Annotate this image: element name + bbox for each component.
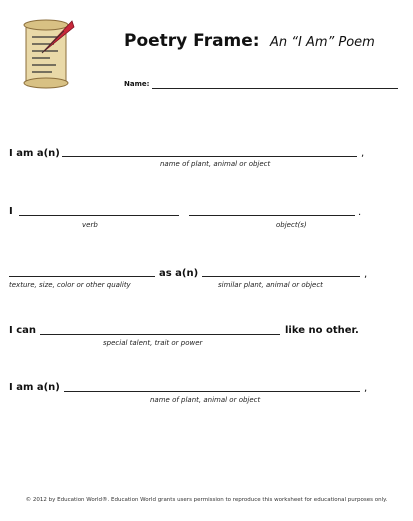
line2-prefix: I: [9, 206, 13, 217]
line2-caption-right: object(s): [276, 221, 307, 229]
line1-blank[interactable]: [62, 156, 357, 157]
name-label: Name:: [124, 80, 150, 88]
line3-blank-left[interactable]: [9, 276, 155, 277]
line2-blank-right[interactable]: [189, 215, 355, 216]
line3-middle: as a(n): [159, 268, 199, 279]
line4-blank[interactable]: [40, 334, 280, 335]
line5-prefix: I am a(n): [9, 382, 60, 393]
line3-caption-right: similar plant, animal or object: [218, 281, 323, 289]
line5-blank[interactable]: [64, 391, 360, 392]
line4-prefix: I can: [9, 325, 36, 336]
line1-caption: name of plant, animal or object: [160, 160, 271, 168]
line5-caption: name of plant, animal or object: [150, 396, 261, 404]
line5-suffix: ,: [364, 383, 368, 394]
line3-blank-right[interactable]: [202, 276, 360, 277]
copyright-footer: © 2012 by Education World®. Education World grants users permission to reproduce this worksheet for educational purposes only.: [25, 497, 388, 503]
scroll-quill-icon: [16, 17, 78, 93]
line2-blank-left[interactable]: [19, 215, 179, 216]
line2-suffix: .: [358, 207, 362, 218]
line4-suffix: like no other.: [285, 325, 359, 336]
line1-prefix: I am a(n): [9, 148, 60, 159]
line1-suffix: ,: [361, 148, 365, 159]
line4-caption: special talent, trait or power: [103, 339, 203, 347]
line3-caption-left: texture, size, color or other quality: [9, 281, 131, 289]
name-field[interactable]: [152, 88, 398, 89]
line3-suffix: ,: [364, 269, 368, 280]
page-title: Poetry Frame:: [124, 31, 260, 51]
page-subtitle: An “I Am” Poem: [270, 35, 375, 50]
line2-caption-left: verb: [82, 221, 98, 229]
